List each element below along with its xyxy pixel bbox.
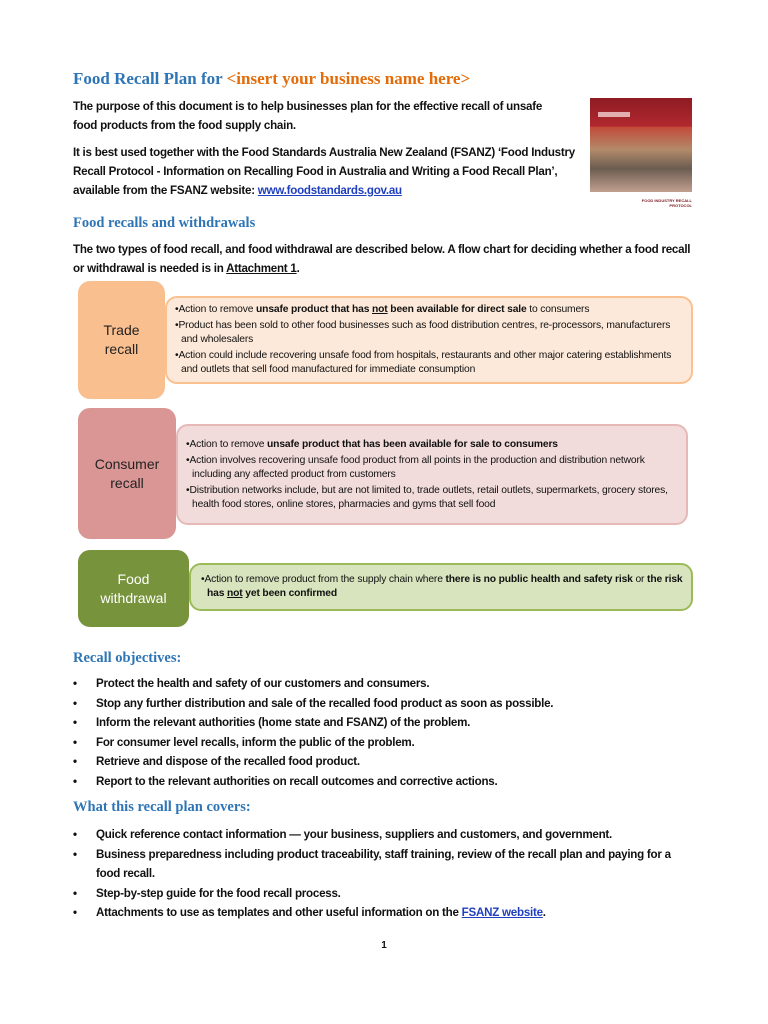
food-withdrawal-label: Food withdrawal <box>100 570 167 606</box>
consumer-recall-label: Consumer recall <box>94 455 160 491</box>
description-text: been available for direct sale <box>387 304 527 315</box>
description-item: •Action to remove product from the supply chain where there is no public health and safety risk or the risk has not yet been confirmed <box>201 574 683 599</box>
description-text: Product has been sold to other food businesses such as food distribution centres, re-processors, manufacturers and wholesalers <box>178 320 671 345</box>
description-item: •Distribution networks include, but are not limited to, trade outlets, retail outlets, supermarkets, grocery stores, health food stores, online stores, pharmacies and gyms that sell food <box>186 484 668 510</box>
recall-protocol-cover-image <box>590 98 692 192</box>
description-text: or <box>632 574 648 585</box>
list-item: • Stop any further distribution and sale of the recalled food product as soon as possible. <box>73 694 673 714</box>
list-item: • Step-by-step guide for the food recall process. <box>73 884 673 904</box>
description-item: •Product has been sold to other food businesses such as food distribution centres, re-processors, manufacturers and wholesalers <box>175 320 671 345</box>
list-item: • Protect the health and safety of our customers and consumers. <box>73 674 673 694</box>
description-text: Distribution networks include, but are not limited to, trade outlets, retail outlets, supermarkets, grocery stores, health food stores, online stores, pharmacies and gyms that sell food <box>189 484 668 510</box>
list-item: • Quick reference contact information — your business, suppliers and customers, and government. <box>73 825 673 845</box>
list-item: • Business preparedness including product traceability, staff training, review of the recall plan and paying for a food recall. <box>73 845 673 884</box>
description-text: there is no public health and safety risk <box>445 574 633 585</box>
description-text: Action to remove <box>178 304 257 315</box>
recalls-intro <box>73 240 703 278</box>
period: . <box>296 262 300 275</box>
description-text: the risk has <box>207 574 683 599</box>
purpose-paragraph: The purpose of this document is to help businesses plan for the effective recall of unsafe food products from the food supply chain. <box>73 100 543 132</box>
description-item: •Action to remove unsafe product that has been available for sale to consumers <box>186 438 558 450</box>
objectives-heading: Recall objectives: <box>73 650 182 666</box>
list-item-text: Attachments to use as templates and other useful information on the <box>96 906 462 919</box>
list-item: • Retrieve and dispose of the recalled food product. <box>73 752 673 772</box>
description-text: yet been confirmed <box>242 588 338 599</box>
fsanz-website-link[interactable]: FSANZ website <box>461 906 543 919</box>
attachment-1-link[interactable]: Attachment 1 <box>226 262 297 275</box>
recalls-intro-text: The two types of food recall, and food withdrawal are described below. A flow chart for deciding whether a food recall or withdrawal is needed is in <box>73 243 691 275</box>
description-text: to consumers <box>526 304 590 315</box>
list-item: • Report to the relevant authorities on recall outcomes and corrective actions. <box>73 772 673 792</box>
covers-heading: What this recall plan covers: <box>73 799 251 815</box>
covers-list <box>73 825 673 923</box>
description-text: Action involves recovering unsafe food product from all points in the production and distribution network including any affected product from customers <box>189 454 645 480</box>
trade-recall-label: Trade recall <box>103 322 140 357</box>
trade-recall-label-box <box>78 281 165 399</box>
description-text: unsafe product that has <box>256 304 373 315</box>
period: . <box>542 906 546 919</box>
description-item: •Action involves recovering unsafe food product from all points in the production and distribution network including any affected product from customers <box>186 454 645 480</box>
food-withdrawal-label-box <box>78 550 189 627</box>
page-title <box>73 69 470 89</box>
list-item <box>73 903 673 923</box>
list-item: • For consumer level recalls, inform the public of the problem. <box>73 733 673 753</box>
description-text: unsafe product that has been available for sale to consumers <box>267 438 558 450</box>
best-used-paragraph <box>73 143 578 200</box>
description-item: •Action to remove unsafe product that has not been available for direct sale to consumers <box>175 304 590 315</box>
description-text: Action to remove product from the supply chain where <box>204 574 446 585</box>
description-text: Action could include recovering unsafe food from hospitals, restaurants and other major catering establishments and outlets that sell food manufactured for immediate consumption <box>178 350 672 375</box>
consumer-recall-label-box <box>78 408 176 539</box>
food-withdrawal-description-box <box>189 563 693 611</box>
foodstandards-link[interactable]: www.foodstandards.gov.au <box>257 184 402 197</box>
recalls-heading: Food recalls and withdrawals <box>73 215 256 231</box>
page-number: 1 <box>381 940 387 951</box>
description-text: not <box>227 588 243 599</box>
consumer-recall-description-box <box>176 424 688 525</box>
best-used-text: It is best used together with the Food Standards Australia New Zealand (FSANZ) ‘Food Industry Recall Protocol - Information on Recalling Food in Australia and Writing a Food Recall Plan’, available from the FSANZ website: <box>73 146 575 197</box>
business-name-placeholder: <insert your business name here> <box>226 69 471 88</box>
title-prefix: Food Recall Plan for <box>73 69 227 88</box>
trade-recall-description-box <box>165 296 693 384</box>
objectives-list <box>73 674 673 791</box>
description-text: not <box>372 304 388 315</box>
description-text: Action to remove <box>189 438 268 450</box>
description-item: •Action could include recovering unsafe food from hospitals, restaurants and other major catering establishments and outlets that sell food manufactured for immediate consumption <box>175 350 672 375</box>
list-item: • Inform the relevant authorities (home state and FSANZ) of the problem. <box>73 713 673 733</box>
cover-caption: FOOD INDUSTRY RECALL PROTOCOL <box>641 198 692 208</box>
